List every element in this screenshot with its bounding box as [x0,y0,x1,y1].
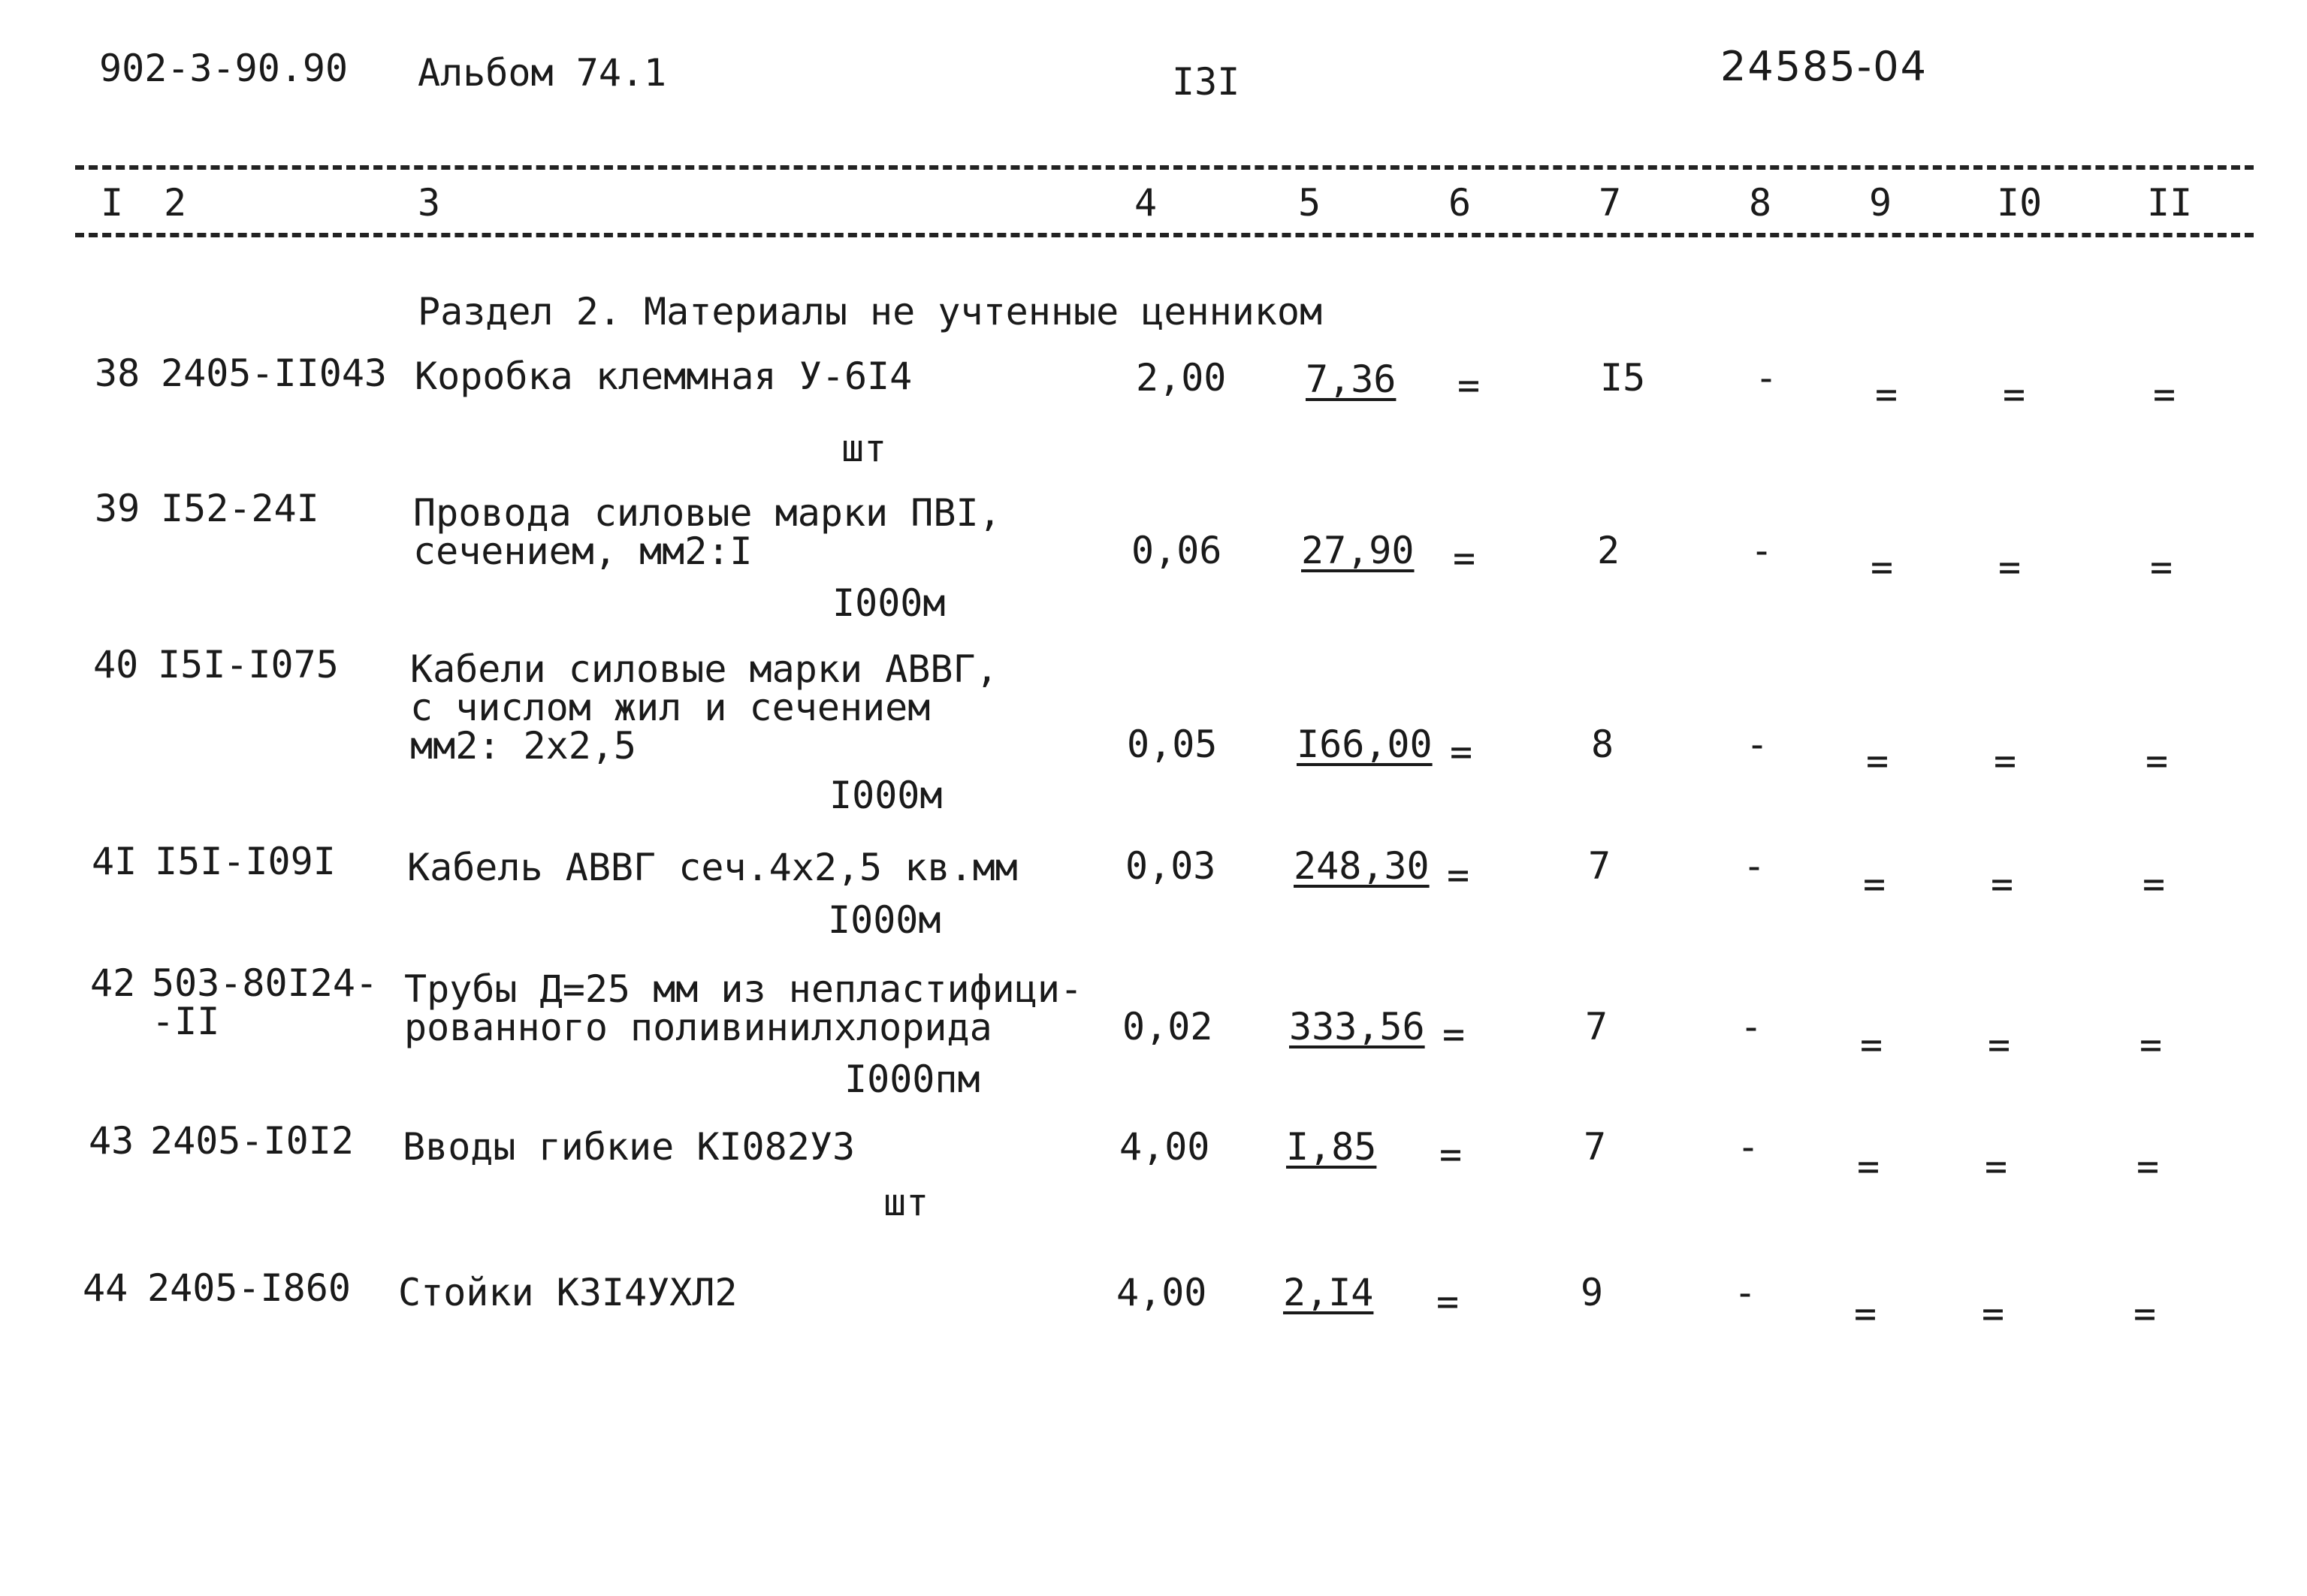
item-price: 333,56 [1289,1005,1425,1048]
col9-value: = [1854,1292,1877,1335]
col7-value: 8 [1591,723,1614,766]
col10-value: = [1998,545,2022,589]
item-price: 2,I4 [1283,1271,1374,1314]
item-unit: I000м [829,774,943,817]
col6-value: = [1450,730,1473,774]
col-header: I [101,181,124,225]
col11-value: = [2139,1023,2163,1067]
item-name: Вводы гибкие КI082У3 [403,1125,856,1169]
col10-value: = [1991,862,2014,906]
col-header: 6 [1448,181,1472,225]
item-name: Трубы Д=25 мм из непластифици- рованного поливинилхлорида [404,967,1083,1049]
item-unit: шт [883,1181,929,1224]
item-code: I52-24I [161,487,319,530]
row-number: 4I [92,840,137,883]
item-name: Кабель АВВГ сеч.4х2,5 кв.мм [407,846,1018,889]
row-number: 44 [83,1266,128,1310]
item-name: Стойки К3I4УХЛ2 [398,1271,738,1314]
col9-value: = [1863,862,1886,906]
col6-value: = [1439,1133,1463,1176]
col-header: 8 [1749,181,1772,225]
item-quantity: 4,00 [1116,1271,1207,1314]
row-number: 40 [93,643,139,686]
col7-value: I5 [1600,356,1646,400]
item-price: 248,30 [1294,844,1430,888]
item-code: 503-80I24- -II [152,961,379,1043]
col-header: 7 [1599,181,1622,225]
item-code: 2405-I0I2 [150,1119,354,1163]
item-unit: I000м [828,898,941,942]
col-header: 9 [1869,181,1892,225]
col6-value: = [1457,364,1481,407]
col8-value: - [1737,1125,1760,1169]
col10-value: = [1982,1292,2005,1335]
item-unit: шт [841,427,887,470]
item-quantity: 2,00 [1136,356,1227,400]
row-number: 42 [90,961,136,1005]
col8-value: - [1750,529,1774,572]
col-header: 4 [1134,181,1158,225]
col-header: I0 [1997,181,2043,225]
col9-value: = [1866,739,1889,783]
col11-value: = [2145,739,2169,783]
item-code: 2405-II043 [161,351,388,395]
col11-value: = [2133,1292,2157,1335]
item-quantity: 0,05 [1127,723,1218,766]
col7-value: 2 [1597,529,1620,572]
col6-value: = [1436,1280,1460,1323]
album-label: Альбом 74.1 [418,51,667,95]
item-code: I5I-I075 [158,643,339,686]
page-number: I3I [1172,60,1240,104]
item-name: Кабели силовые марки АВВГ, с числом жил и сечением мм2: 2х2,5 [410,647,998,768]
col9-value: = [1860,1023,1883,1067]
item-price: 7,36 [1306,358,1397,401]
col8-value: - [1755,356,1778,400]
item-price: I66,00 [1297,723,1433,766]
header-rule-top [75,165,2254,170]
col7-value: 7 [1585,1005,1608,1048]
col8-value: - [1746,723,1769,766]
item-name: Коробка клеммная У-6I4 [415,354,913,398]
col8-value: - [1734,1271,1757,1314]
col7-value: 9 [1581,1271,1604,1314]
col11-value: = [2136,1145,2160,1188]
col10-value: = [1988,1023,2011,1067]
col11-value: = [2150,545,2173,589]
doc-code: 902-3-90.90 [99,47,349,90]
col6-value: = [1442,1012,1466,1056]
col7-value: 7 [1588,844,1611,888]
item-quantity: 4,00 [1119,1125,1210,1169]
col7-value: 7 [1584,1125,1607,1169]
col9-value: = [1871,545,1894,589]
item-price: 27,90 [1301,529,1415,572]
col10-value: = [1994,739,2017,783]
col6-value: = [1453,536,1476,580]
col8-value: - [1740,1005,1763,1048]
col11-value: = [2142,862,2166,906]
item-quantity: 0,02 [1122,1005,1213,1048]
col9-value: = [1875,373,1898,416]
row-number: 38 [95,351,140,395]
item-quantity: 0,03 [1125,844,1216,888]
item-quantity: 0,06 [1131,529,1222,572]
col8-value: - [1743,844,1766,888]
row-number: 43 [89,1119,134,1163]
col10-value: = [2003,373,2026,416]
item-unit: I000м [832,581,946,625]
item-code: I5I-I09I [155,840,336,883]
item-price: I,85 [1286,1125,1377,1169]
col11-value: = [2153,373,2176,416]
col10-value: = [1985,1145,2008,1188]
item-unit: I000пм [844,1057,980,1101]
item-code: 2405-I860 [147,1266,351,1310]
col-header: II [2147,181,2193,225]
item-name: Провода силовые марки ПВI, сечением, мм2:I [413,491,1001,573]
col9-value: = [1857,1145,1880,1188]
col-header: 3 [418,181,441,225]
inventory-number: 24585-04 [1720,43,1928,90]
col-header: 2 [164,181,187,225]
col-header: 5 [1298,181,1321,225]
section-title: Раздел 2. Материалы не учтенные ценником [418,290,1323,333]
header-rule-bottom [75,233,2254,237]
row-number: 39 [95,487,140,530]
col6-value: = [1447,853,1470,897]
